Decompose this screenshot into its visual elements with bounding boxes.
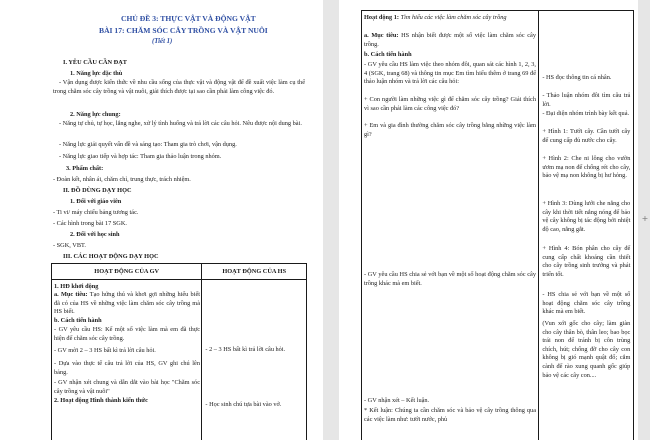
warmup-goal: a. Mục tiêu: Tạo hứng thú và khơi gợi những hiểu biết đã có của HS về những việc làm chăm sóc cây trồng mà HS biết. [54, 291, 200, 316]
teacher-activity-cell [52, 280, 202, 440]
chapter-title: CHỦ ĐỀ 3: THỰC VẬT VÀ ĐỘNG VẬT [121, 14, 256, 23]
student-response: - HS chia sẻ với bạn về một số hoạt động chăm sóc cây trồng khác mà em biết. [542, 291, 631, 316]
section-activities-title: III. CÁC HOẠT ĐỘNG DẠY HỌC [63, 253, 159, 260]
student-response: + Hình 2: Che ni lông cho vườn ươm mạ non để chống rét cho cây, bảo vệ mạ non không bị hư hỏng. [542, 155, 631, 180]
activity-1-method-title: b. Cách tiến hành [364, 51, 412, 58]
student-note: - Học sinh chú tựa bài vào vở. [205, 401, 282, 408]
general-competency-item: - Năng tự chủ, tự học, lắng nghe, xử lý tình huống và trả lời các câu hỏi. Nêu được nội dung bài. [59, 120, 302, 127]
warmup-step: - GV mời 2 – 3 HS bất kì trả lời câu hỏi. [54, 347, 156, 354]
section-materials-title: II. ĐỒ DÙNG DẠY HỌC [63, 187, 132, 194]
period-label: (Tiết 1) [152, 38, 173, 45]
warmup-title: 1. HĐ khởi động [54, 283, 99, 290]
warmup-step: - GV nhận xét chung và dẫn dắt vào bài học "Chăm sóc cây trồng và vật nuôi" [54, 379, 200, 395]
specific-competency-text: - Vận dụng được kiến thức về nhu cầu sống của thực vật và động vật để đề xuất việc làm cụ thể trong chăm sóc cây trồng và vật nuôi, giải thích được tại sao cần phải làm công việc đó. [53, 79, 305, 95]
student-response: - Đại diện nhóm trình bày kết quả. [542, 110, 630, 117]
lesson-title: BÀI 17: CHĂM SÓC CÂY TRỒNG VÀ VẬT NUÔI [99, 26, 268, 35]
teacher-step: - GV nhận xét – Kết luận. [364, 397, 430, 404]
student-material-text: - SGK, VBT. [53, 242, 87, 249]
section-requirements-title: I. YÊU CẦU CẦN ĐẠT [63, 59, 127, 66]
student-answer: - 2 – 3 HS bất kì trả lời câu hỏi. [205, 346, 286, 353]
lesson-conclusion: * Kết luận: Chúng ta cần chăm sóc và bảo vệ cây trồng thông qua các việc làm như: tưới nước, phủ [364, 407, 536, 423]
student-response: + Hình 3: Dùng lưới che nắng cho cây khi thời tiết nắng nóng để bảo vệ cây không bị tác động bởi nhiệt độ cao, nắng gắt. [542, 200, 631, 233]
teacher-step: - GV yêu cầu HS làm việc theo nhóm đôi, quan sát các hình 1, 2, 3, 4 (SGK, trang 68) và thông tin mục Em tìm hiểu thêm ở trang 69 để thảo luận nhóm và trả lời các câu hỏi: [364, 61, 536, 86]
student-response: - HS đọc thông tin cá nhân. [542, 74, 612, 81]
teacher-column-header: HOẠT ĐỘNG CỦA GV [52, 264, 202, 280]
specific-competency-title: 1. Năng lực đặc thù [70, 70, 123, 77]
left-document-page [0, 0, 323, 440]
teacher-materials-title: 1. Đối với giáo viên [70, 198, 122, 205]
warmup-step: - GV yêu cầu HS: Kể một số việc làm mà em đã thực hiện để chăm sóc cây trồng. [54, 326, 200, 342]
teacher-step: - GV yêu cầu HS chia sẻ với bạn về một số hoạt động chăm sóc cây trồng khác mà em biết. [364, 271, 536, 287]
formation-title: 2. Hoạt động Hình thành kiến thức [54, 397, 148, 404]
general-competency-title: 2. Năng lực chung: [70, 111, 121, 118]
student-activity-cell [202, 280, 307, 440]
general-competency-item: - Năng lực giao tiếp và hợp tác: Tham gia thảo luận trong nhóm. [59, 153, 222, 160]
warmup-step: - Dựa vào thực tế câu trả lời của HS, GV ghi chú lên bảng. [54, 360, 200, 376]
teacher-material-item: - Các hình trong bài 17 SGK. [53, 220, 127, 227]
warmup-method-title: b. Cách tiến hành [54, 317, 102, 324]
teacher-material-item: - Ti vi/ máy chiếu bảng tương tác. [53, 209, 139, 216]
right-document-page [339, 0, 638, 440]
teacher-question: + Em và gia đình thường chăm sóc cây trồng bằng những việc làm gì? [364, 122, 536, 138]
student-column-header: HOẠT ĐỘNG CỦA HS [202, 264, 307, 280]
student-response: + Hình 1: Tưới cây. Cần tưới cây để cung cấp đủ nước cho cây. [542, 128, 631, 144]
activity-1-goal: a. Mục tiêu: HS nhận biết được một số việc làm chăm sóc cây trồng. [364, 32, 536, 48]
qualities-title: 3. Phẩm chất: [66, 165, 104, 172]
general-competency-item: - Năng lực giải quyết vấn đề và sáng tạo: Tham gia trò chơi, vận dụng. [59, 141, 237, 148]
student-response: - Thảo luận nhóm đôi tìm câu trả lời. [542, 92, 631, 108]
teacher-question: + Con người làm những việc gì để chăm sóc cây trồng? Giải thích vì sao cần phải làm các công việc đó? [364, 96, 536, 112]
teacher-activity-cell [362, 11, 539, 440]
activity-table-continued [361, 10, 634, 440]
student-materials-title: 2. Đối với học sinh [70, 231, 120, 238]
student-response: + Hình 4: Bón phân cho cây để cung cấp chất khoáng cần thiết cho cây trồng sinh trưởng và phát triển tốt. [542, 245, 631, 278]
student-response: (Vun xới gốc cho cây; làm giàn cho cây thân bò, thân leo; bao bọc trái non để tránh bị côn trùng chích, hút; chống đỡ cho cây con không bị gió mạnh quật đổ; cắm cành để rào xung quanh gốc giúp bảo vệ các cây con.... [542, 320, 631, 379]
page-expand-icon[interactable]: + [641, 214, 649, 223]
qualities-text: - Đoàn kết, nhân ái, chăm chỉ, trung thực, trách nhiệm. [53, 176, 191, 183]
activity-1-heading: Hoạt động 1: Tìm hiểu các việc làm chăm sóc cây trồng [364, 14, 507, 21]
student-activity-cell [539, 11, 634, 440]
activity-table [51, 263, 307, 440]
